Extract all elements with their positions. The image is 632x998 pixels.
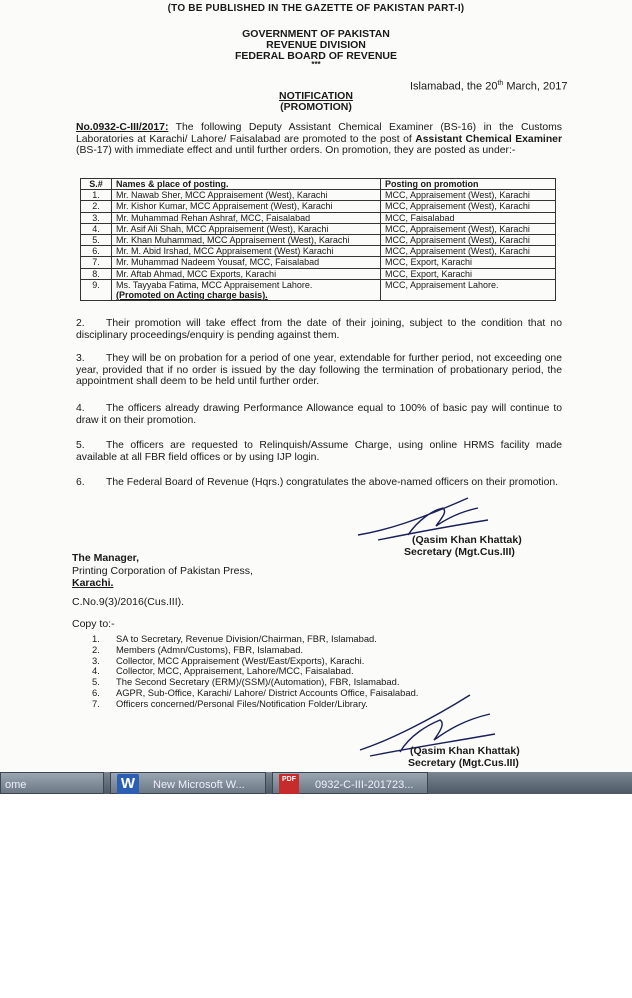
signatory-title-2: Secretary (Mgt.Cus.III) <box>408 757 519 769</box>
gazette-note: (TO BE PUBLISHED IN THE GAZETTE OF PAKISTAN PART-I) <box>167 3 465 14</box>
table-row <box>81 223 556 234</box>
row-name: Mr. Muhammad Nadeem Yousaf, MCC, Faisalabad <box>112 257 381 268</box>
list-item: 6. AGPR, Sub-Office, Karachi/ Lahore/ District Accounts Office, Faisalabad. <box>92 686 419 698</box>
document-date: Islamabad, the 20th March, 2017 <box>410 80 568 93</box>
row-name: Mr. Kishor Kumar, MCC Appraisement (West), Karachi <box>112 201 381 212</box>
pdf-icon: PDF <box>279 774 299 794</box>
table-row <box>81 235 556 246</box>
header-stars: *** <box>311 60 321 69</box>
header-posting: Posting on promotion <box>381 179 556 190</box>
list-item: 7. Officers concerned/Personal Files/Notification Folder/Library. <box>92 697 368 709</box>
row-name: Mr. Muhammad Rehan Ashraf, MCC, Faisalabad <box>112 212 381 223</box>
table-row <box>81 257 556 268</box>
table-row <box>81 212 556 223</box>
row-sn: 7. <box>81 257 112 268</box>
row-sn: 5. <box>81 235 112 246</box>
table-row <box>81 190 556 201</box>
row-posting: MCC, Appraisement (West), Karachi <box>381 235 556 246</box>
row-sn: 9. <box>81 279 112 300</box>
header-government: GOVERNMENT OF PAKISTAN <box>242 28 390 40</box>
table-row <box>81 246 556 257</box>
intro-paragraph: No.0932-C-III/2017: The following Deputy Assistant Chemical Examiner (BS-16) in the Customs Laboratories at Karachi/ Lahore/ Faisalabad are promoted to the post of Assistant Chemical Examiner (BS-17) with immediate effect and until further orders. On promotion, they are posted as under:- <box>76 122 562 157</box>
list-item: 4. Collector, MCC, Appraisement, Lahore/MCC, Faisalabad. <box>92 665 354 677</box>
file-number: C.No.9(3)/2016(Cus.III). <box>72 596 185 608</box>
table-row <box>81 268 556 279</box>
row-sn: 6. <box>81 246 112 257</box>
row-name: Mr. Nawab Sher, MCC Appraisement (West), Karachi <box>112 190 381 201</box>
row-posting: MCC, Appraisement (West), Karachi <box>381 246 556 257</box>
list-item: 2. Members (Admn/Customs), FBR, Islamabad. <box>92 643 304 655</box>
paragraph-5: 5. The officers are requested to Relinquish/Assume Charge, using online HRMS facility made available at all FBR field offices or by using IJP login. <box>76 440 562 463</box>
table-header-row <box>81 179 556 190</box>
paragraph-3: 3. They will be on probation for a period of one year, extendable for further period, not exceeding one year, provided that if no order is issued by the day following the termination of probationary period, the appointment shall deem to be held until further order. <box>76 353 562 388</box>
row-posting: MCC, Appraisement Lahore. <box>381 279 556 300</box>
list-item: 3. Collector, MCC Appraisement (West/East/Exports), Karachi. <box>92 654 365 666</box>
row-posting: MCC, Export, Karachi <box>381 257 556 268</box>
row-posting: MCC, Appraisement (West), Karachi <box>381 190 556 201</box>
notification-title: NOTIFICATION <box>279 90 353 102</box>
header-names: Names & place of posting. <box>112 179 381 190</box>
taskbar-item-home[interactable]: ome <box>0 772 104 794</box>
acting-charge-note: (Promoted on Acting charge basis). <box>116 290 268 301</box>
list-item: 1. SA to Secretary, Revenue Division/Chairman, FBR, Islamabad. <box>92 633 377 644</box>
paragraph-2: 2. Their promotion will take effect from the date of their joining, subject to the condition that no disciplinary proceedings/enquiry is pending against them. <box>76 318 562 341</box>
addressee-manager: The Manager, <box>72 552 140 564</box>
row-sn: 2. <box>81 201 112 212</box>
taskbar <box>0 772 632 794</box>
copy-to-label: Copy to:- <box>72 618 115 630</box>
table-row <box>81 279 556 300</box>
table-row <box>81 201 556 212</box>
taskbar-item-pdf[interactable]: PDF 0932-C-III-201723... <box>272 772 428 794</box>
row-sn: 1. <box>81 190 112 201</box>
header-sn: S.# <box>81 179 112 190</box>
row-sn: 4. <box>81 223 112 234</box>
row-name: Mr. Asif Ali Shah, MCC Appraisement (West), Karachi <box>112 223 381 234</box>
promotion-table <box>80 178 556 301</box>
header-board: FEDERAL BOARD OF REVENUE <box>235 50 397 62</box>
addressee-city: Karachi. <box>72 577 114 589</box>
row-posting: MCC, Faisalabad <box>381 212 556 223</box>
row-name: Ms. Tayyaba Fatima, MCC Appraisement Lahore. (Promoted on Acting charge basis). <box>112 279 381 300</box>
row-posting: MCC, Appraisement (West), Karachi <box>381 201 556 212</box>
taskbar-item-word[interactable]: W New Microsoft W... <box>110 772 266 794</box>
notification-subtitle: (PROMOTION) <box>280 101 352 113</box>
signatory-name: (Qasim Khan Khattak) <box>412 534 522 546</box>
header-division: REVENUE DIVISION <box>266 39 366 51</box>
row-name: Mr. M. Abid Irshad, MCC Appraisement (West) Karachi <box>112 246 381 257</box>
list-item: 5. The Second Secretary (ERM)/(SSM)/(Automation), FBR, Islamabad. <box>92 676 400 688</box>
row-sn: 3. <box>81 212 112 223</box>
notification-ref: No.0932-C-III/2017: <box>76 122 169 133</box>
paragraph-4: 4. The officers already drawing Performance Allowance equal to 100% of basic pay will continue to draw it on their promotion. <box>76 403 562 426</box>
word-icon: W <box>117 774 139 794</box>
addressee-org: Printing Corporation of Pakistan Press, <box>72 565 253 577</box>
signatory-name-2: (Qasim Khan Khattak) <box>410 745 520 757</box>
signatory-title: Secretary (Mgt.Cus.III) <box>404 546 515 558</box>
paragraph-6: 6. The Federal Board of Revenue (Hqrs.) congratulates the above-named officers on their promotion. <box>76 477 559 488</box>
row-name: Mr. Aftab Ahmad, MCC Exports, Karachi <box>112 268 381 279</box>
row-posting: MCC, Export, Karachi <box>381 268 556 279</box>
row-name: Mr. Khan Muhammad, MCC Appraisement (West), Karachi <box>112 235 381 246</box>
row-sn: 8. <box>81 268 112 279</box>
row-posting: MCC, Appraisement (West), Karachi <box>381 223 556 234</box>
